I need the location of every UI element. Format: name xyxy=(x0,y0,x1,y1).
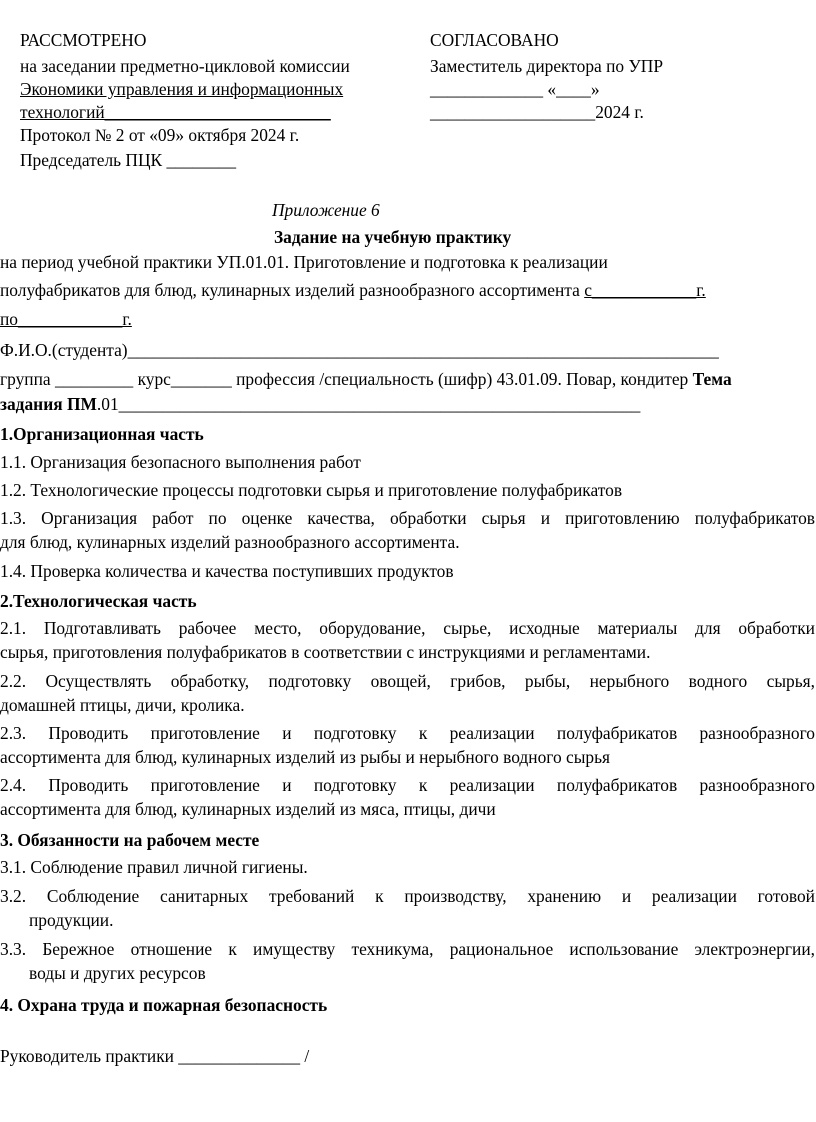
section-1-item: 1.1. Организация безопасного выполнения работ xyxy=(0,452,361,472)
section-2-item: 2.4. Проводить приготовление и подготовку к реализации полуфабрикатов разнообразного xyxy=(0,775,815,795)
section-2-item-cont: ассортимента для блюд, кулинарных изделий из рыбы и нерыбного водного сырья xyxy=(0,747,611,767)
section-2-title: 2.Технологическая часть xyxy=(0,591,197,611)
section-3-item-cont: воды и других ресурсов xyxy=(29,963,206,983)
section-2-item: 2.1. Подготавливать рабочее место, оборудование, сырье, исходные материалы для обработки xyxy=(0,618,815,638)
approval-right-title: СОГЛАСОВАНО xyxy=(430,30,559,50)
group-line: группа _________ курс_______ профессия /специальность (шифр) 43.01.09. Повар, кондитер Тема xyxy=(0,369,732,389)
section-3-item: 3.3. Бережное отношение к имуществу техникума, рациональное использование электроэнергии, xyxy=(0,939,815,959)
approval-right-line3: ___________________2024 г. xyxy=(430,102,644,122)
section-4-title: 4. Охрана труда и пожарная безопасность xyxy=(0,995,328,1015)
student-name-line: Ф.И.О.(студента)____________________________________________________________________ xyxy=(0,340,719,360)
section-3-item: 3.2. Соблюдение санитарных требований к производству, хранению и реализации готовой xyxy=(0,886,815,906)
section-1-item: 1.2. Технологические процессы подготовки сырья и приготовление полуфабрикатов xyxy=(0,480,623,500)
section-2-item-cont: сырья, приготовления полуфабрикатов в соответствии с инструкциями и регламентами. xyxy=(0,642,651,662)
approval-right-line1: Заместитель директора по УПР xyxy=(430,56,663,76)
section-1-title: 1.Организационная часть xyxy=(0,424,204,444)
section-1-item: 1.4. Проверка количества и качества поступивших продуктов xyxy=(0,561,454,581)
section-2-item-cont: домашней птицы, дичи, кролика. xyxy=(0,695,245,715)
chairman-line: Председатель ПЦК ________ xyxy=(20,150,237,170)
section-3-item: 3.1. Соблюдение правил личной гигиены. xyxy=(0,857,308,877)
appendix-label: Приложение 6 xyxy=(272,200,380,220)
approval-left-line3: технологий__________________________ xyxy=(20,102,331,122)
approval-right-line2: _____________ «____» xyxy=(430,79,600,99)
approval-left-line1: на заседании предметно-цикловой комиссии xyxy=(20,56,350,76)
section-3-title: 3. Обязанности на рабочем месте xyxy=(0,830,260,850)
approval-left-title: РАССМОТРЕНО xyxy=(20,30,147,50)
approval-left-line2: Экономики управления и информационных xyxy=(20,79,344,99)
period-line-3: по____________г. xyxy=(0,309,132,329)
section-2-item: 2.3. Проводить приготовление и подготовку к реализации полуфабрикатов разнообразного xyxy=(0,723,815,743)
supervisor-signature-line: Руководитель практики ______________ / xyxy=(0,1046,310,1066)
topic-line: задания ПМ.01____________________________________________________________ xyxy=(0,394,641,414)
page-title: Задание на учебную практику xyxy=(274,227,512,247)
period-line-2: полуфабрикатов для блюд, кулинарных изделий разнообразного ассортимента с____________г. xyxy=(0,280,706,300)
section-1-item: 1.3. Организация работ по оценке качества, обработки сырья и приготовлению полуфабрикатов xyxy=(0,508,815,528)
section-2-item: 2.2. Осуществлять обработку, подготовку овощей, грибов, рыбы, нерыбного водного сырья, xyxy=(0,671,815,691)
protocol-line: Протокол № 2 от «09» октября 2024 г. xyxy=(20,125,300,145)
section-3-item-cont: продукции. xyxy=(29,910,114,930)
section-1-item-cont: для блюд, кулинарных изделий разнообразного ассортимента. xyxy=(0,532,460,552)
period-line-1: на период учебной практики УП.01.01. Приготовление и подготовка к реализации xyxy=(0,252,608,272)
section-2-item-cont: ассортимента для блюд, кулинарных изделий из мяса, птицы, дичи xyxy=(0,799,496,819)
